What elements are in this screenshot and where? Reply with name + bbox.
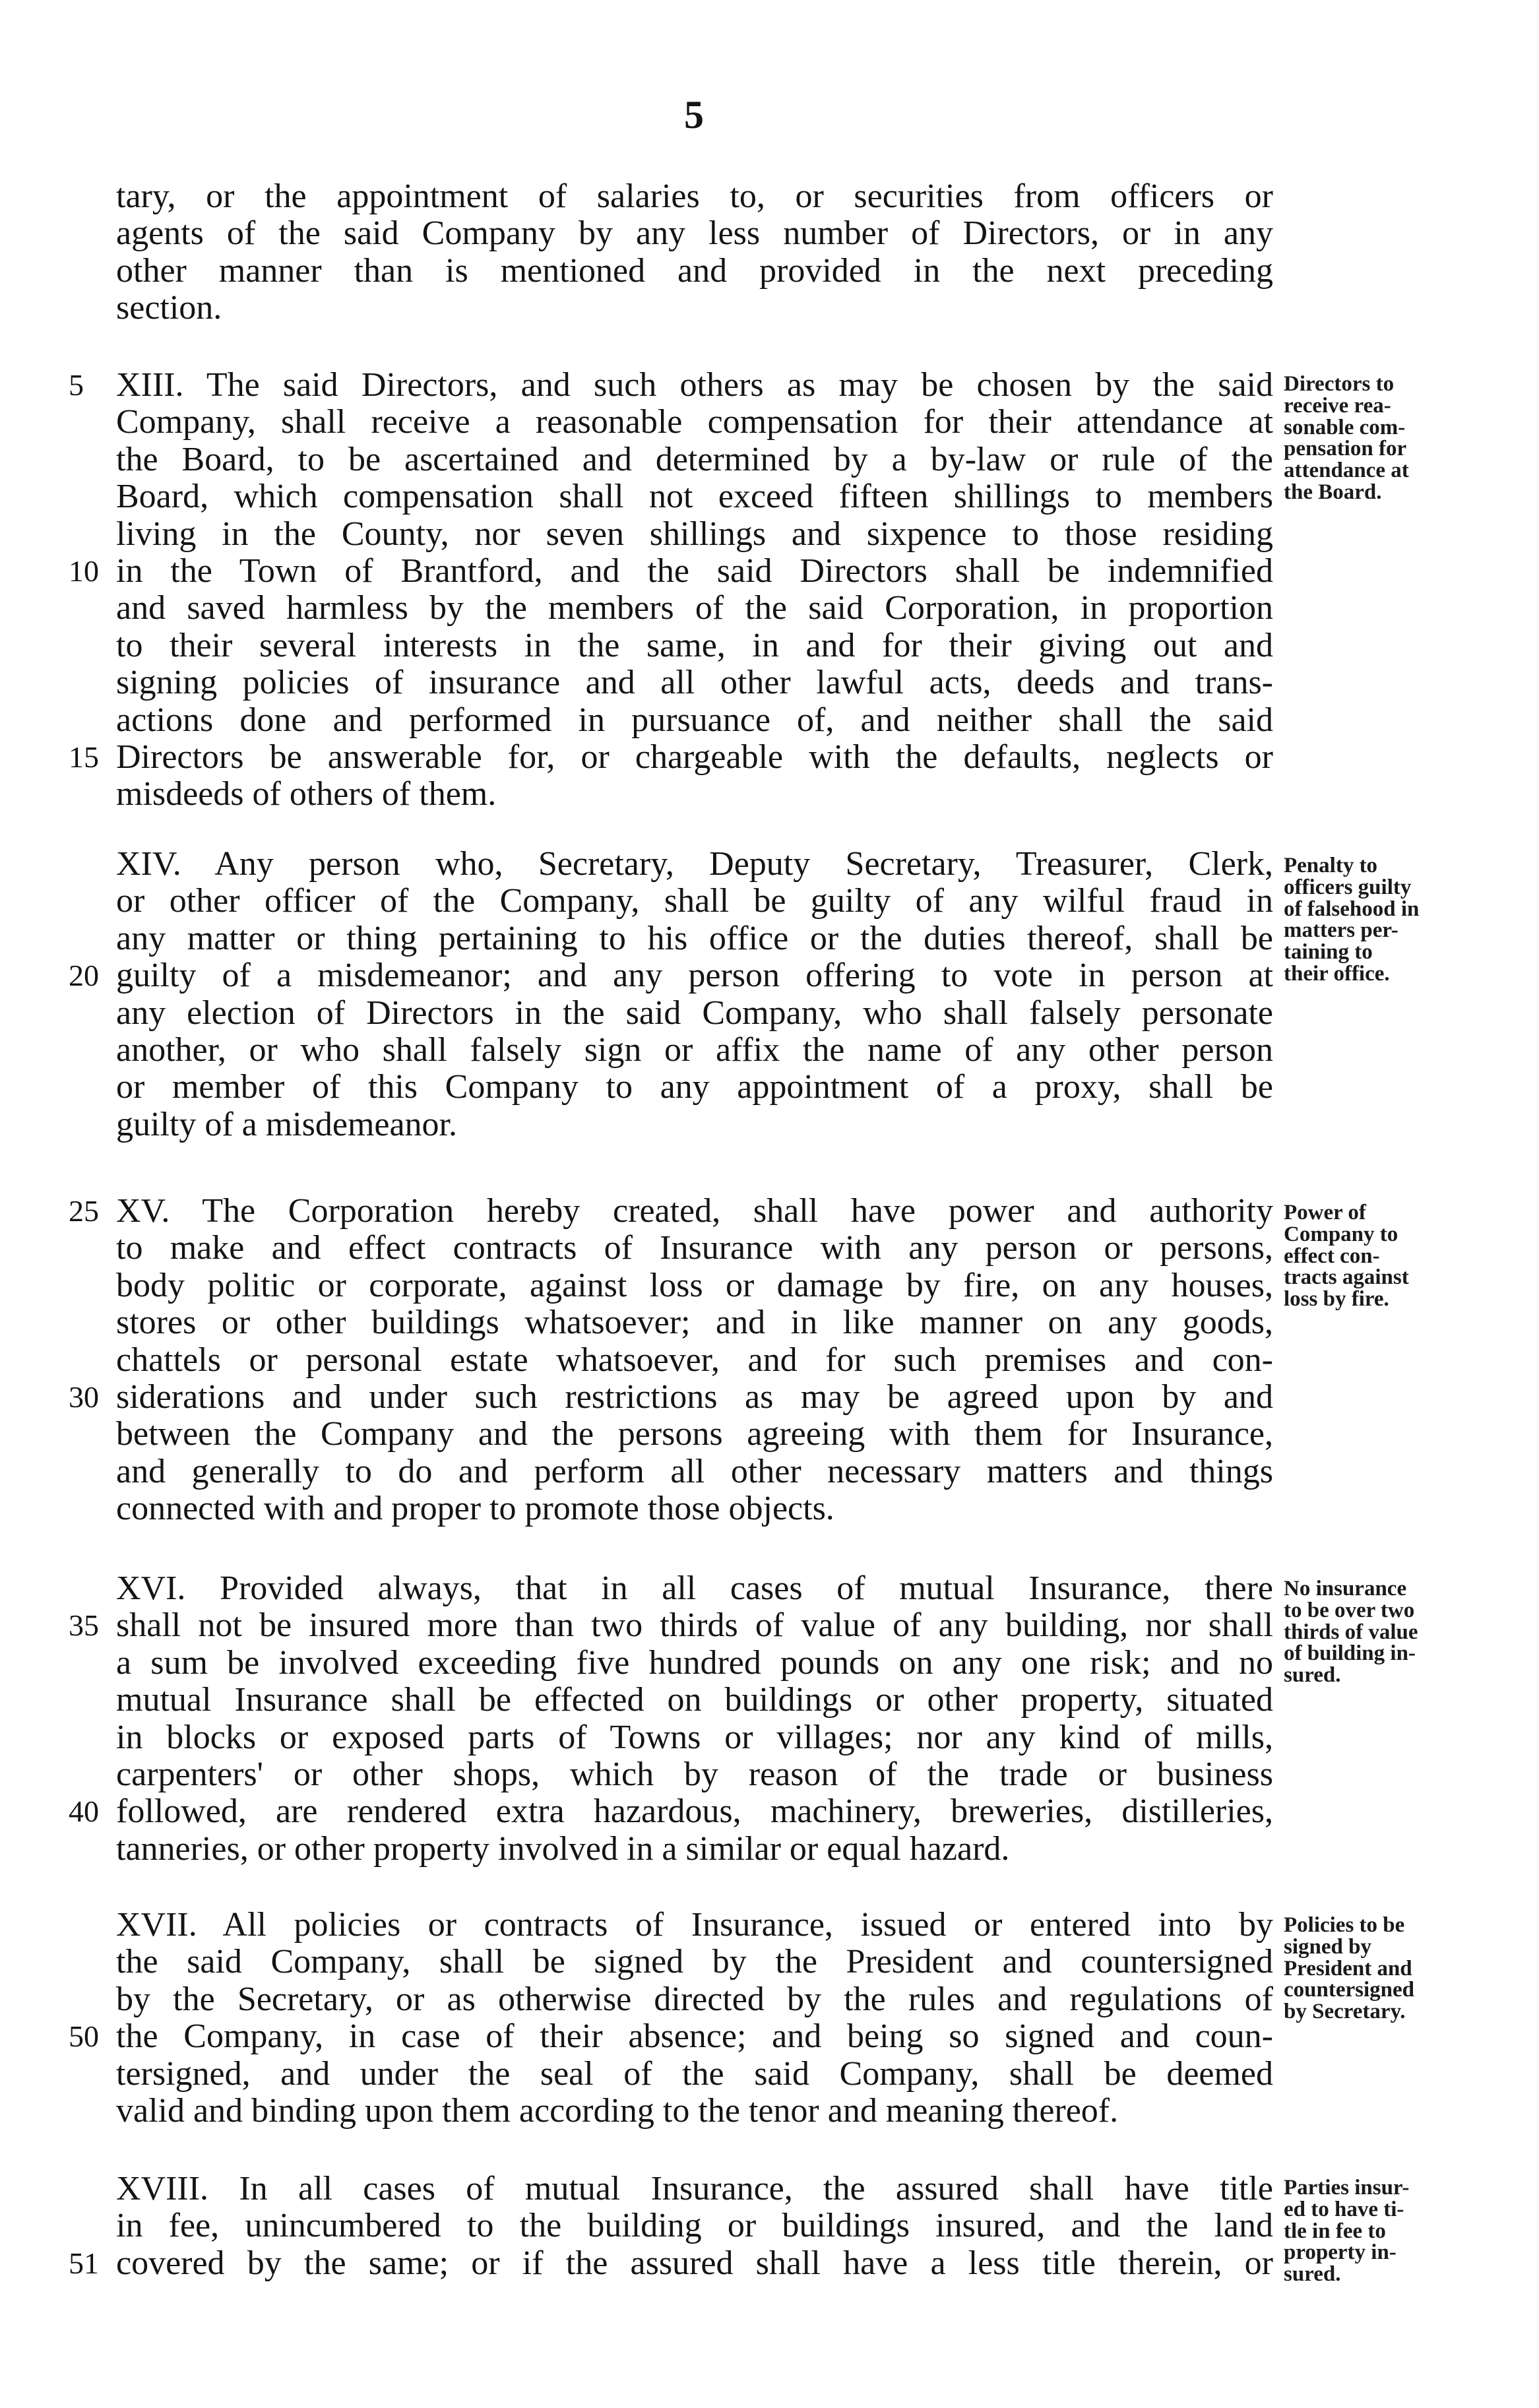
margin-note-line: the Board.	[1284, 480, 1382, 504]
text-line: misdeeds of others of them.	[116, 776, 497, 813]
margin-note-line: Directors to	[1284, 372, 1395, 396]
text-line: guilty of a misdemeanor; and any person offering to vote in person at	[116, 957, 1273, 995]
text-line: shall not be insured more than two thirds of value of any building, nor shall	[116, 1607, 1273, 1645]
margin-note-line: of falsehood in	[1284, 897, 1420, 921]
text-line: XVIII. In all cases of mutual Insurance, the assured shall have title	[116, 2170, 1273, 2207]
section-xiii	[116, 367, 1273, 813]
text-line: by the Secretary, or as otherwise directed by the rules and regulations of	[116, 1980, 1273, 2018]
section-xvii	[116, 1907, 1273, 2130]
margin-note-xvii	[1284, 1915, 1508, 2023]
text-line: any matter or thing pertaining to his office or the duties thereof, shall be	[116, 920, 1273, 957]
margin-note-line: attendance at	[1284, 459, 1409, 483]
text-line: to make and effect contracts of Insurance with any person or persons,	[116, 1230, 1273, 1267]
text-line: tanneries, or other property involved in a similar or equal hazard.	[116, 1830, 1010, 1868]
margin-note-line: property in-	[1284, 2240, 1397, 2265]
margin-note-line: sured.	[1284, 2262, 1341, 2287]
text-line: guilty of a misdemeanor.	[116, 1106, 458, 1143]
text-line: or other officer of the Company, shall be guilty of any wilful fraud in	[116, 883, 1273, 920]
text-line: the Company, in case of their absence; and being so signed and coun-	[116, 2018, 1273, 2056]
text-line: the said Company, shall be signed by the President and countersigned	[116, 1944, 1273, 1981]
line-number: 50	[69, 2019, 99, 2053]
text-line: or member of this Company to any appointment of a proxy, shall be	[116, 1069, 1273, 1106]
text-line: Directors be answerable for, or chargeable with the defaults, neglects or	[116, 739, 1273, 776]
margin-note-line: of building in-	[1284, 1641, 1416, 1666]
line-number: 25	[69, 1194, 99, 1228]
text-line: agents of the said Company by any less number of Directors, or in any	[116, 215, 1273, 253]
text-line: the Board, to be ascertained and determined by a by-law or rule of the	[116, 441, 1273, 478]
text-line: other manner than is mentioned and provided in the next preceding	[116, 252, 1273, 290]
margin-note-line: pensation for	[1284, 437, 1407, 461]
text-line: living in the County, nor seven shillings and sixpence to those residing	[116, 515, 1273, 553]
margin-note-line: taining to	[1284, 940, 1373, 965]
margin-note-line: their office.	[1284, 961, 1390, 986]
text-line: in blocks or exposed parts of Towns or villages; nor any kind of mills,	[116, 1719, 1273, 1756]
text-line: a sum be involved exceeding five hundred pounds on any one risk; and no	[116, 1644, 1273, 1682]
margin-note-line: President and	[1284, 1956, 1412, 1980]
text-line: XVII. All policies or contracts of Insurance, issued or entered into by	[116, 1907, 1273, 1944]
margin-note-line: to be over two	[1284, 1598, 1415, 1622]
text-line: tary, or the appointment of salaries to, or securities from officers or	[116, 178, 1273, 215]
section-xvi	[116, 1570, 1273, 1868]
margin-note-line: Penalty to	[1284, 854, 1378, 877]
margin-note-line: tle in fee to	[1284, 2219, 1386, 2243]
text-line: in the Town of Brantford, and the said Directors shall be indemnified	[116, 553, 1273, 590]
text-line: Company, shall receive a reasonable compensation for their attendance at	[116, 404, 1273, 441]
text-line: mutual Insurance shall be effected on buildings or other property, situated	[116, 1682, 1273, 1719]
text-line: carpenters' or other shops, which by reason of the trade or business	[116, 1756, 1273, 1794]
line-number: 10	[69, 554, 99, 588]
margin-note-xv	[1284, 1202, 1508, 1310]
section-xv	[116, 1193, 1273, 1528]
text-line: valid and binding upon them according to the tenor and meaning thereof.	[116, 2093, 1119, 2130]
margin-note-xiii	[1284, 373, 1508, 503]
margin-note-line: receive rea-	[1284, 393, 1391, 418]
text-line: another, or who shall falsely sign or affix the name of any other person	[116, 1032, 1273, 1069]
margin-note-line: Policies to be	[1284, 1913, 1405, 1937]
text-line: section.	[116, 290, 222, 327]
margin-note-line: sonable com-	[1284, 415, 1406, 439]
text-line: actions done and performed in pursuance of, and neither shall the said	[116, 701, 1273, 739]
text-line: body politic or corporate, against loss or damage by fire, on any houses,	[116, 1267, 1273, 1304]
margin-note-xviii	[1284, 2177, 1508, 2285]
line-number: 20	[69, 959, 99, 992]
line-number: 5	[69, 368, 84, 402]
line-number: 51	[69, 2246, 99, 2280]
text-line: XIII. The said Directors, and such others as may be chosen by the said	[116, 367, 1273, 404]
text-line: covered by the same; or if the assured shall have a less title therein, or	[116, 2244, 1273, 2282]
margin-note-line: signed by	[1284, 1934, 1371, 1959]
text-line: between the Company and the persons agreeing with them for Insurance,	[116, 1416, 1273, 1453]
text-line: Board, which compensation shall not exceed fifteen shillings to members	[116, 478, 1273, 516]
line-number: 30	[69, 1380, 99, 1414]
line-number: 35	[69, 1608, 99, 1642]
paragraph-continuation	[116, 178, 1273, 327]
margin-note-line: loss by fire.	[1284, 1287, 1389, 1312]
text-line: XV. The Corporation hereby created, shall have power and authority	[116, 1193, 1273, 1230]
text-line: and generally to do and perform all other necessary matters and things	[116, 1453, 1273, 1490]
margin-note-line: sured.	[1284, 1663, 1341, 1688]
margin-note-line: ed to have ti-	[1284, 2197, 1404, 2221]
text-line: stores or other buildings whatsoever; and in like manner on any goods,	[116, 1304, 1273, 1342]
margin-note-line: Parties insur-	[1284, 2176, 1410, 2200]
text-line: siderations and under such restrictions as may be agreed upon by and	[116, 1379, 1273, 1416]
margin-note-line: thirds of value	[1284, 1620, 1418, 1644]
margin-note-line: matters per-	[1284, 918, 1398, 943]
line-number: 40	[69, 1794, 99, 1828]
text-line: chattels or personal estate whatsoever, and for such premises and con-	[116, 1341, 1273, 1379]
margin-note-xiv	[1284, 855, 1508, 985]
text-line: tersigned, and under the seal of the said Company, shall be deemed	[116, 2055, 1273, 2093]
text-line: in fee, unincumbered to the building or buildings insured, and the land	[116, 2207, 1273, 2245]
text-line: XVI. Provided always, that in all cases of mutual Insurance, there	[116, 1570, 1273, 1607]
margin-note-line: countersigned	[1284, 1978, 1414, 2002]
section-xviii	[116, 2170, 1273, 2282]
text-line: connected with and proper to promote those objects.	[116, 1490, 834, 1528]
line-number: 15	[69, 740, 99, 774]
margin-note-line: Company to	[1284, 1222, 1398, 1246]
margin-note-line: effect con-	[1284, 1244, 1380, 1268]
text-line: any election of Directors in the said Company, who shall falsely personate	[116, 994, 1273, 1032]
text-line: and saved harmless by the members of the said Corporation, in proportion	[116, 590, 1273, 627]
margin-note-xvi	[1284, 1578, 1508, 1686]
text-line: signing policies of insurance and all other lawful acts, deeds and trans-	[116, 664, 1273, 702]
section-xiv	[116, 846, 1273, 1143]
margin-note-line: officers guilty	[1284, 875, 1412, 899]
text-line: followed, are rendered extra hazardous, machinery, breweries, distilleries,	[116, 1793, 1273, 1831]
margin-note-line: Power of	[1284, 1201, 1366, 1224]
margin-note-line: by Secretary.	[1284, 2000, 1406, 2024]
page-number: 5	[684, 93, 704, 137]
text-line: to their several interests in the same, in and for their giving out and	[116, 627, 1273, 664]
margin-note-line: No insurance	[1284, 1577, 1407, 1600]
text-line: XIV. Any person who, Secretary, Deputy Secretary, Treasurer, Clerk,	[116, 846, 1273, 883]
margin-note-line: tracts against	[1284, 1265, 1409, 1290]
